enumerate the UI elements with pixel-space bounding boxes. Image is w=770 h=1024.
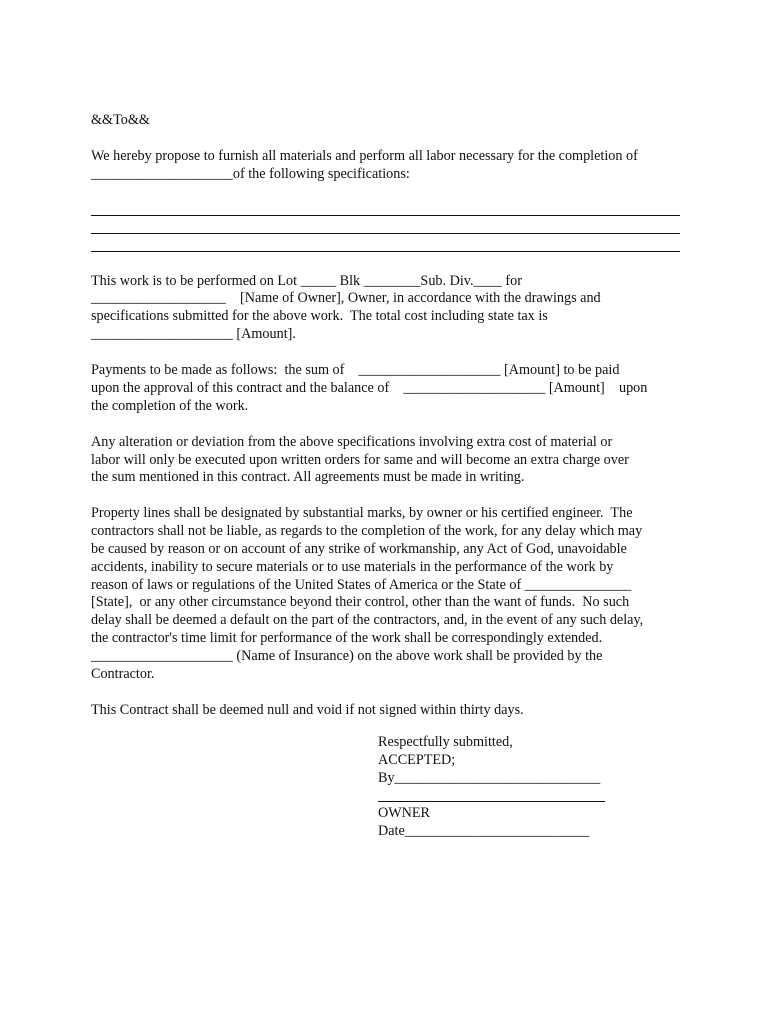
para2-line-2: ___________________ [Name of Owner], Owner, in accordance with the drawings and	[91, 290, 601, 306]
para5-line-9: ____________________ (Name of Insurance) on the above work shall be provided by the	[91, 648, 603, 664]
para5-line-1: Property lines shall be designated by substantial marks, by owner or his certified engineer. The	[91, 505, 633, 521]
spec-line-3	[91, 251, 680, 252]
para2-line-4: ____________________ [Amount].	[91, 326, 296, 342]
para3-line-2: upon the approval of this contract and the balance of ____________________ [Amount] upon	[91, 380, 648, 396]
para4-line-3: the sum mentioned in this contract. All agreements must be made in writing.	[91, 469, 525, 485]
para2-line-3: specifications submitted for the above work. The total cost including state tax is	[91, 308, 548, 324]
para6-text: This Contract shall be deemed null and void if not signed within thirty days.	[91, 702, 524, 718]
header-text: &&To&&	[91, 112, 150, 128]
signature-by-line: By_____________________________	[378, 770, 601, 786]
signature-accepted: ACCEPTED;	[378, 752, 456, 768]
para5-line-8: the contractor's time limit for performance of the work shall be correspondingly extended.	[91, 630, 603, 646]
para5-line-10: Contractor.	[91, 666, 155, 682]
para1-line-2: ____________________of the following specifications:	[91, 166, 410, 182]
spec-line-2	[91, 233, 680, 234]
signature-blank-line	[378, 801, 605, 802]
para3-line-3: the completion of the work.	[91, 398, 249, 414]
para5-line-2: contractors shall not be liable, as regards to the completion of the work, for any delay which may	[91, 523, 643, 539]
para5-line-7: delay shall be deemed a default on the part of the contractors, and, in the event of any such delay,	[91, 612, 644, 628]
para3-line-1: Payments to be made as follows: the sum of ____________________ [Amount] to be paid	[91, 362, 620, 378]
para5-line-5: reason of laws or regulations of the United States of America or the State of _______________	[91, 577, 632, 593]
signature-respectfully: Respectfully submitted,	[378, 734, 513, 750]
para2-line-1: This work is to be performed on Lot _____ Blk ________Sub. Div.____ for	[91, 273, 522, 289]
para5-line-3: be caused by reason or on account of any strike of workmanship, any Act of God, unavoidable	[91, 541, 627, 557]
para1-line-1: We hereby propose to furnish all materials and perform all labor necessary for the completion of	[91, 148, 638, 164]
signature-date-line: Date__________________________	[378, 823, 590, 839]
para5-line-4: accidents, inability to secure materials or to use materials in the performance of the work by	[91, 559, 614, 575]
signature-owner: OWNER	[378, 805, 431, 821]
para4-line-1: Any alteration or deviation from the above specifications involving extra cost of material or	[91, 434, 613, 450]
spec-line-1	[91, 215, 680, 216]
para5-line-6: [State], or any other circumstance beyond their control, other than the want of funds. No such	[91, 594, 630, 610]
para4-line-2: labor will only be executed upon written orders for same and will become an extra charge over	[91, 452, 629, 468]
